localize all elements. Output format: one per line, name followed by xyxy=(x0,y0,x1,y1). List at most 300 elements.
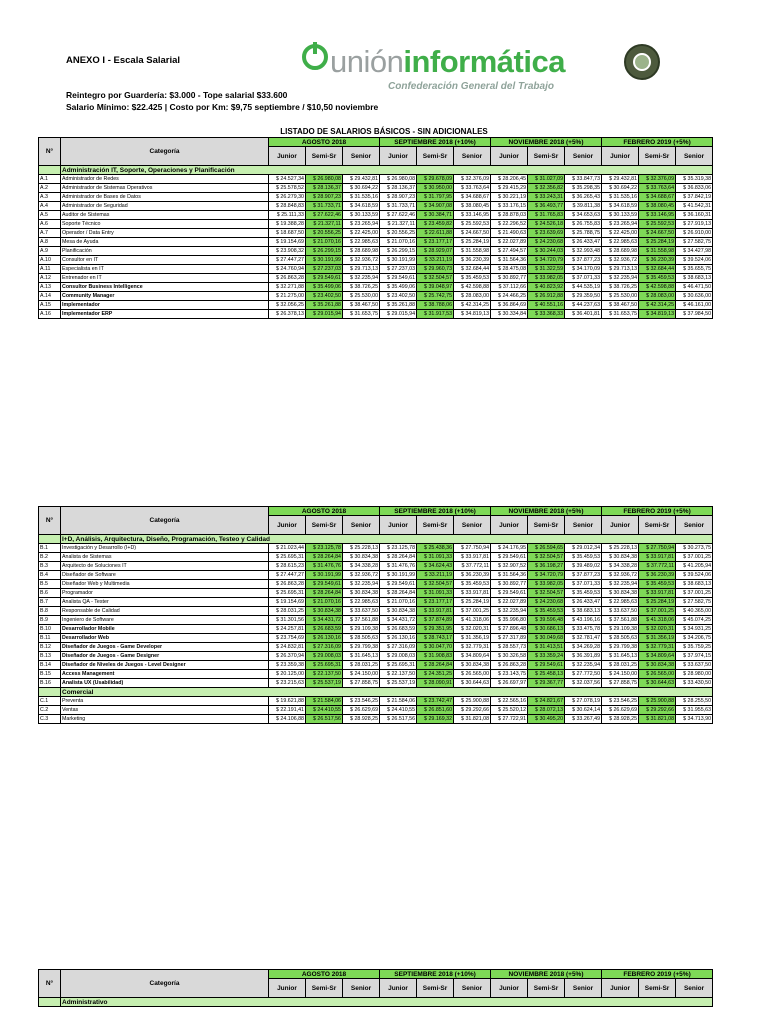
salary-value: $ 37.984,50 xyxy=(676,310,713,319)
salary-value: $ 21.327,11 xyxy=(306,220,343,229)
table-row xyxy=(39,652,713,661)
salary-value: $ 29.015,94 xyxy=(380,310,417,319)
row-code: A.14 xyxy=(39,292,61,301)
salary-value: $ 37.001,25 xyxy=(454,607,491,616)
salary-value: $ 32.020,31 xyxy=(639,625,676,634)
salary-value: $ 34.338,28 xyxy=(343,562,380,571)
header-row-periods xyxy=(39,507,713,516)
section-row xyxy=(39,535,713,544)
salary-value: $ 36.160,31 xyxy=(676,211,713,220)
salary-value: $ 32.779,31 xyxy=(454,643,491,652)
salary-value: $ 37.772,11 xyxy=(454,562,491,571)
salary-value: $ 30.834,38 xyxy=(602,589,639,598)
salary-value: $ 37.974,15 xyxy=(676,652,713,661)
row-category-name: Consultor Business Intelligence xyxy=(61,283,269,292)
salary-value: $ 37.561,88 xyxy=(343,616,380,625)
row-category-name: Auditor de Sistemas xyxy=(61,211,269,220)
salary-value: $ 32.235,94 xyxy=(491,607,528,616)
salary-value: $ 38.467,50 xyxy=(343,301,380,310)
level-header: Semi-Sr xyxy=(417,516,454,535)
salary-value: $ 30.834,38 xyxy=(380,607,417,616)
row-category-name: Analista UX (Usabilidad) xyxy=(61,679,269,688)
salary-value: $ 28.980,00 xyxy=(676,670,713,679)
salary-value: $ 29.109,38 xyxy=(602,625,639,634)
salary-value: $ 21.023,44 xyxy=(269,544,306,553)
salary-value: $ 40.551,16 xyxy=(528,301,565,310)
salary-value: $ 27.858,75 xyxy=(343,679,380,688)
salary-value: $ 25.695,31 xyxy=(269,589,306,598)
level-header: Junior xyxy=(269,979,306,998)
salary-value: $ 24.527,34 xyxy=(269,175,306,184)
salary-value: $ 30.834,38 xyxy=(343,589,380,598)
table-row xyxy=(39,679,713,688)
salary-value: $ 37.874,89 xyxy=(417,616,454,625)
row-code: A.8 xyxy=(39,238,61,247)
salary-value: $ 28.615,23 xyxy=(269,562,306,571)
period-header: AGOSTO 2018 xyxy=(269,507,380,516)
salary-value: $ 34.431,72 xyxy=(380,616,417,625)
level-header: Junior xyxy=(491,147,528,166)
row-category-name: Implementador xyxy=(61,301,269,310)
salary-value: $ 23.908,32 xyxy=(269,247,306,256)
salary-value: $ 29.678,09 xyxy=(417,175,454,184)
section-code-cell xyxy=(39,166,61,175)
salary-value: $ 36.230,39 xyxy=(639,571,676,580)
salary-value: $ 26.910,00 xyxy=(676,229,713,238)
row-code: A.11 xyxy=(39,265,61,274)
salary-value: $ 34.720,79 xyxy=(528,256,565,265)
salary-value: $ 37.001,25 xyxy=(676,589,713,598)
salary-value: $ 32.504,57 xyxy=(417,274,454,283)
salary-value: $ 25.438,36 xyxy=(417,544,454,553)
salary-value: $ 25.284,19 xyxy=(454,598,491,607)
level-header: Semi-Sr xyxy=(417,147,454,166)
salary-value: $ 34.688,67 xyxy=(454,193,491,202)
salary-value: $ 34.931,25 xyxy=(676,625,713,634)
salary-value: $ 31.535,16 xyxy=(343,193,380,202)
salary-value: $ 31.535,16 xyxy=(602,193,639,202)
salary-value: $ 39.524,06 xyxy=(676,571,713,580)
salary-value: $ 27.237,03 xyxy=(380,265,417,274)
table-row xyxy=(39,571,713,580)
salary-value: $ 25.788,75 xyxy=(565,229,602,238)
salary-value: $ 26.912,88 xyxy=(528,292,565,301)
table-row xyxy=(39,607,713,616)
salary-value: $ 28.206,45 xyxy=(491,175,528,184)
level-header: Semi-Sr xyxy=(639,147,676,166)
salary-value: $ 21.584,06 xyxy=(306,697,343,706)
salary-value: $ 29.549,61 xyxy=(491,589,528,598)
salary-value: $ 39.811,38 xyxy=(565,202,602,211)
salary-value: $ 30.191,99 xyxy=(306,571,343,580)
salary-value: $ 28.928,25 xyxy=(343,715,380,724)
salary-value: $ 27.316,09 xyxy=(380,643,417,652)
header-row-periods xyxy=(39,970,713,979)
level-header: Senior xyxy=(343,516,380,535)
row-category-name: Investigación y Desarrollo (I+D) xyxy=(61,544,269,553)
salary-value: $ 37.561,88 xyxy=(602,616,639,625)
period-header: FEBRERO 2019 (+5%) xyxy=(602,507,713,516)
table-row xyxy=(39,625,713,634)
salary-value: $ 35.459,53 xyxy=(454,274,491,283)
salary-value: $ 33.243,31 xyxy=(528,193,565,202)
salary-value: $ 25.530,00 xyxy=(602,292,639,301)
salary-value: $ 35.261,88 xyxy=(380,301,417,310)
salary-value: $ 30.624,14 xyxy=(565,706,602,715)
salary-value: $ 36.391,89 xyxy=(565,652,602,661)
salary-value: $ 34.713,90 xyxy=(676,715,713,724)
salary-value: $ 33.267,49 xyxy=(565,715,602,724)
salary-value: $ 32.235,94 xyxy=(602,580,639,589)
level-header: Semi-Sr xyxy=(306,147,343,166)
salary-value: $ 32.020,31 xyxy=(454,625,491,634)
level-header: Senior xyxy=(565,147,602,166)
salary-value: $ 39.596,48 xyxy=(528,616,565,625)
salary-value: $ 34.819,13 xyxy=(454,310,491,319)
row-code: B.13 xyxy=(39,652,61,661)
salary-value: $ 38.683,13 xyxy=(676,274,713,283)
salary-value: $ 29.351,95 xyxy=(417,625,454,634)
salary-value: $ 30.495,20 xyxy=(528,715,565,724)
table-row xyxy=(39,562,713,571)
salary-value: $ 33.475,78 xyxy=(565,625,602,634)
salary-value: $ 29.109,38 xyxy=(343,625,380,634)
salary-value: $ 32.504,57 xyxy=(528,553,565,562)
row-code: B.11 xyxy=(39,634,61,643)
salary-value: $ 37.842,19 xyxy=(676,193,713,202)
logo-part1: unión xyxy=(330,44,404,79)
row-category-name: Analista de Sistemas xyxy=(61,553,269,562)
salary-value: $ 34.338,28 xyxy=(602,562,639,571)
salary-value: $ 28.505,63 xyxy=(602,634,639,643)
salary-value: $ 35.996,80 xyxy=(491,616,528,625)
salary-value: $ 22.611,88 xyxy=(417,229,454,238)
salary-value: $ 34.206,75 xyxy=(676,634,713,643)
salary-value: $ 19.621,88 xyxy=(269,697,306,706)
salary-value: $ 35.655,75 xyxy=(676,265,713,274)
table-row xyxy=(39,211,713,220)
salary-value: $ 20.556,25 xyxy=(380,229,417,238)
salary-value: $ 31.301,56 xyxy=(269,616,306,625)
salary-value: $ 19.388,28 xyxy=(269,220,306,229)
salary-value: $ 26.517,56 xyxy=(306,715,343,724)
salary-value: $ 24.106,88 xyxy=(269,715,306,724)
salary-value: $ 38.080,45 xyxy=(454,202,491,211)
salary-value: $ 27.447,27 xyxy=(269,256,306,265)
salary-value: $ 30.191,99 xyxy=(380,256,417,265)
salary-value: $ 38.467,50 xyxy=(602,301,639,310)
salary-value: $ 38.683,13 xyxy=(565,607,602,616)
salary-value: $ 23.754,69 xyxy=(269,634,306,643)
row-code: B.10 xyxy=(39,625,61,634)
table-row xyxy=(39,193,713,202)
salary-value: $ 37.071,33 xyxy=(565,580,602,589)
row-code: B.15 xyxy=(39,670,61,679)
section-code-cell xyxy=(39,535,61,544)
salary-value: $ 30.834,38 xyxy=(343,553,380,562)
salary-value: $ 35.298,35 xyxy=(565,184,602,193)
salary-value: $ 24.351,25 xyxy=(417,670,454,679)
salary-value: $ 30.191,99 xyxy=(380,571,417,580)
salary-value: $ 33.917,81 xyxy=(454,553,491,562)
salary-value: $ 28.848,83 xyxy=(269,202,306,211)
salary-value: $ 32.684,44 xyxy=(639,265,676,274)
salary-value: $ 28.090,91 xyxy=(417,679,454,688)
salary-value: $ 26.565,00 xyxy=(639,670,676,679)
period-header: SEPTIEMBRE 2018 (+10%) xyxy=(380,970,491,979)
salary-value: $ 28.264,84 xyxy=(417,661,454,670)
salary-value: $ 31.645,13 xyxy=(602,652,639,661)
salary-value: $ 32.235,94 xyxy=(343,580,380,589)
salary-value: $ 29.549,61 xyxy=(380,274,417,283)
salary-value: $ 26.517,56 xyxy=(380,715,417,724)
row-code: B.3 xyxy=(39,562,61,571)
salary-value: $ 25.111,33 xyxy=(269,211,306,220)
salary-value: $ 34.269,28 xyxy=(565,643,602,652)
salary-value: $ 25.695,31 xyxy=(269,553,306,562)
salary-value: $ 22.565,16 xyxy=(491,697,528,706)
salary-value: $ 28.907,23 xyxy=(380,193,417,202)
salary-value: $ 23.359,38 xyxy=(269,661,306,670)
salary-value: $ 35.459,53 xyxy=(639,274,676,283)
salary-value: $ 35.261,88 xyxy=(306,301,343,310)
salary-value: $ 37.877,23 xyxy=(565,256,602,265)
salary-value: $ 30.686,13 xyxy=(528,625,565,634)
row-category-name: Diseñador Web y Multimedia xyxy=(61,580,269,589)
row-category-name: Diseñador de Software xyxy=(61,571,269,580)
row-category-name: Planificación xyxy=(61,247,269,256)
salary-value: $ 25.900,88 xyxy=(639,697,676,706)
salary-value: $ 27.750,94 xyxy=(639,544,676,553)
salary-value: $ 39.524,06 xyxy=(676,256,713,265)
salary-value: $ 28.083,00 xyxy=(454,292,491,301)
salary-value: $ 26.697,97 xyxy=(491,679,528,688)
salary-value: $ 37.001,25 xyxy=(639,607,676,616)
salary-value: $ 29.549,61 xyxy=(380,580,417,589)
salary-value: $ 33.146,95 xyxy=(454,211,491,220)
salary-value: $ 23.639,69 xyxy=(528,229,565,238)
salary-value: $ 27.858,75 xyxy=(602,679,639,688)
section-title: Administrativo xyxy=(61,998,713,1007)
salary-value: $ 29.799,38 xyxy=(602,643,639,652)
salary-value: $ 22.027,89 xyxy=(491,598,528,607)
salary-value: $ 29.292,66 xyxy=(454,706,491,715)
salary-value: $ 29.415,29 xyxy=(491,184,528,193)
salary-value: $ 27.582,75 xyxy=(676,238,713,247)
row-code: A.9 xyxy=(39,247,61,256)
salary-value: $ 41.318,06 xyxy=(639,616,676,625)
salary-value: $ 33.211,19 xyxy=(417,256,454,265)
column-number-header: N° xyxy=(39,138,61,166)
salary-value: $ 22.027,89 xyxy=(491,238,528,247)
level-header: Semi-Sr xyxy=(306,979,343,998)
salary-table-administrative xyxy=(38,969,713,1007)
salary-value: $ 36.864,69 xyxy=(491,301,528,310)
salary-value: $ 21.070,16 xyxy=(380,598,417,607)
salary-value: $ 27.722,91 xyxy=(491,715,528,724)
salary-value: $ 30.049,68 xyxy=(528,634,565,643)
row-code: B.14 xyxy=(39,661,61,670)
table-row xyxy=(39,274,713,283)
salary-value: $ 33.211,19 xyxy=(417,571,454,580)
section-row xyxy=(39,688,713,697)
table-row xyxy=(39,202,713,211)
salary-value: $ 32.936,72 xyxy=(602,571,639,580)
salary-value: $ 23.177,17 xyxy=(417,598,454,607)
row-category-name: Mesa de Ayuda xyxy=(61,238,269,247)
salary-value: $ 36.265,43 xyxy=(565,193,602,202)
row-category-name: Desarrollador Web xyxy=(61,634,269,643)
salary-value: $ 38.788,06 xyxy=(417,301,454,310)
level-header: Semi-Sr xyxy=(639,516,676,535)
salary-value: $ 28.929,07 xyxy=(417,247,454,256)
salary-value: $ 26.594,65 xyxy=(528,544,565,553)
salary-value: $ 42.314,25 xyxy=(454,301,491,310)
salary-value: $ 22.137,50 xyxy=(306,670,343,679)
salary-value: $ 27.896,48 xyxy=(491,625,528,634)
salary-value: $ 26.980,08 xyxy=(380,175,417,184)
salary-value: $ 31.955,63 xyxy=(676,706,713,715)
salary-value: $ 32.037,56 xyxy=(565,679,602,688)
salary-value: $ 23.402,50 xyxy=(306,292,343,301)
row-category-name: Ingeniero de Software xyxy=(61,616,269,625)
salary-value: $ 31.322,59 xyxy=(528,265,565,274)
salary-value: $ 32.781,47 xyxy=(565,634,602,643)
level-header: Semi-Sr xyxy=(528,979,565,998)
row-code: B.9 xyxy=(39,616,61,625)
row-category-name: Access Management xyxy=(61,670,269,679)
table-row xyxy=(39,247,713,256)
salary-value: $ 28.083,00 xyxy=(639,292,676,301)
salary-value: $ 29.713,13 xyxy=(602,265,639,274)
salary-value: $ 22.985,63 xyxy=(343,598,380,607)
row-category-name: Administrador de Seguridad xyxy=(61,202,269,211)
salary-value: $ 22.425,00 xyxy=(343,229,380,238)
row-category-name: Diseñador de Niveles de Juegos - Level Designer xyxy=(61,661,269,670)
section-code-cell xyxy=(39,998,61,1007)
row-category-name: Community Manager xyxy=(61,292,269,301)
salary-value: $ 30.326,58 xyxy=(491,652,528,661)
salary-value: $ 32.235,94 xyxy=(343,274,380,283)
list-title: LISTADO DE SALARIOS BÁSICOS - SIN ADICIONALES xyxy=(280,127,488,136)
row-category-name: Marketing xyxy=(61,715,269,724)
salary-value: $ 27.078,19 xyxy=(565,697,602,706)
row-code: B.6 xyxy=(39,589,61,598)
salary-value: $ 25.592,53 xyxy=(639,220,676,229)
row-category-name: Administrador de Sistemas Operativos xyxy=(61,184,269,193)
salary-value: $ 22.137,50 xyxy=(380,670,417,679)
salary-value: $ 34.720,79 xyxy=(528,571,565,580)
salary-value: $ 29.549,61 xyxy=(491,553,528,562)
salary-value: $ 31.091,33 xyxy=(417,553,454,562)
period-header: SEPTIEMBRE 2018 (+10%) xyxy=(380,507,491,516)
section-code-cell xyxy=(39,688,61,697)
salary-value: $ 34.809,64 xyxy=(639,652,676,661)
salary-value: $ 43.196,16 xyxy=(565,616,602,625)
salary-value: $ 28.557,73 xyxy=(491,643,528,652)
salary-value: $ 30.221,19 xyxy=(491,193,528,202)
salary-value: $ 32.779,31 xyxy=(639,643,676,652)
salary-value: $ 27.622,46 xyxy=(306,211,343,220)
salary-value: $ 23.177,17 xyxy=(417,238,454,247)
column-number-header: N° xyxy=(39,507,61,535)
table-row xyxy=(39,265,713,274)
table-row xyxy=(39,238,713,247)
salary-value: $ 25.284,19 xyxy=(639,598,676,607)
salary-value: $ 21.584,06 xyxy=(380,697,417,706)
salary-value: $ 33.763,64 xyxy=(454,184,491,193)
level-header: Senior xyxy=(676,516,713,535)
salary-value: $ 28.689,98 xyxy=(343,247,380,256)
level-header: Senior xyxy=(565,979,602,998)
salary-value: $ 26.755,83 xyxy=(565,220,602,229)
salary-value: $ 31.476,76 xyxy=(380,562,417,571)
salary-value: $ 22.296,52 xyxy=(491,220,528,229)
salary-value: $ 27.317,89 xyxy=(491,634,528,643)
level-header: Senior xyxy=(565,516,602,535)
salary-value: $ 28.505,63 xyxy=(343,634,380,643)
salary-value: $ 36.401,81 xyxy=(565,310,602,319)
logo-subtitle: Confederación General del Trabajo xyxy=(388,81,554,92)
salary-value: $ 28.072,13 xyxy=(528,706,565,715)
row-code: B.2 xyxy=(39,553,61,562)
row-category-name: Diseñador de Juegos - Game Designer xyxy=(61,652,269,661)
salary-value: $ 26.433,47 xyxy=(565,598,602,607)
row-category-name: Especialista en IT xyxy=(61,265,269,274)
table-row xyxy=(39,670,713,679)
table-row xyxy=(39,715,713,724)
salary-value: $ 26.863,28 xyxy=(269,274,306,283)
table-row xyxy=(39,283,713,292)
salary-value: $ 44.237,63 xyxy=(565,301,602,310)
salary-value: $ 24.150,00 xyxy=(602,670,639,679)
salary-value: $ 31.558,98 xyxy=(454,247,491,256)
salary-value: $ 24.410,55 xyxy=(380,706,417,715)
row-category-name: Analista QA - Tester xyxy=(61,598,269,607)
salary-value: $ 33.917,81 xyxy=(639,589,676,598)
nursery-reimbursement-line: Reintegro por Guardería: $3.000 - Tope salarial $33.600 xyxy=(66,90,288,100)
level-header: Senior xyxy=(343,147,380,166)
row-category-name: Entrenador en IT xyxy=(61,274,269,283)
period-header: AGOSTO 2018 xyxy=(269,138,380,147)
salary-value: $ 28.264,84 xyxy=(380,553,417,562)
salary-value: $ 26.980,08 xyxy=(306,175,343,184)
salary-value: $ 29.008,03 xyxy=(380,652,417,661)
section-title: Administración IT, Soporte, Operaciones y Planificación xyxy=(61,166,713,175)
salary-value: $ 45.074,25 xyxy=(676,616,713,625)
minimum-wage-line: Salario Mínimo: $22.425 | Costo por Km: $9,75 septiembre / $10,50 noviembre xyxy=(66,102,379,112)
salary-value: $ 24.526,18 xyxy=(528,220,565,229)
table-row xyxy=(39,184,713,193)
table-row xyxy=(39,553,713,562)
salary-value: $ 41.205,94 xyxy=(676,562,713,571)
salary-value: $ 34.819,13 xyxy=(639,310,676,319)
row-code: A.5 xyxy=(39,211,61,220)
salary-value: $ 25.228,13 xyxy=(602,544,639,553)
salary-value: $ 24.667,50 xyxy=(454,229,491,238)
salary-value: $ 26.863,28 xyxy=(269,580,306,589)
salary-value: $ 35.459,53 xyxy=(565,553,602,562)
salary-value: $ 25.695,31 xyxy=(380,661,417,670)
table-row xyxy=(39,598,713,607)
period-header: NOVIEMBRE 2018 (+5%) xyxy=(491,507,602,516)
table-row xyxy=(39,256,713,265)
salary-value: $ 30.892,77 xyxy=(491,580,528,589)
salary-value: $ 24.410,55 xyxy=(306,706,343,715)
logo-part2: informática xyxy=(403,44,565,79)
salary-value: $ 27.237,03 xyxy=(306,265,343,274)
salary-value: $ 26.863,28 xyxy=(491,661,528,670)
